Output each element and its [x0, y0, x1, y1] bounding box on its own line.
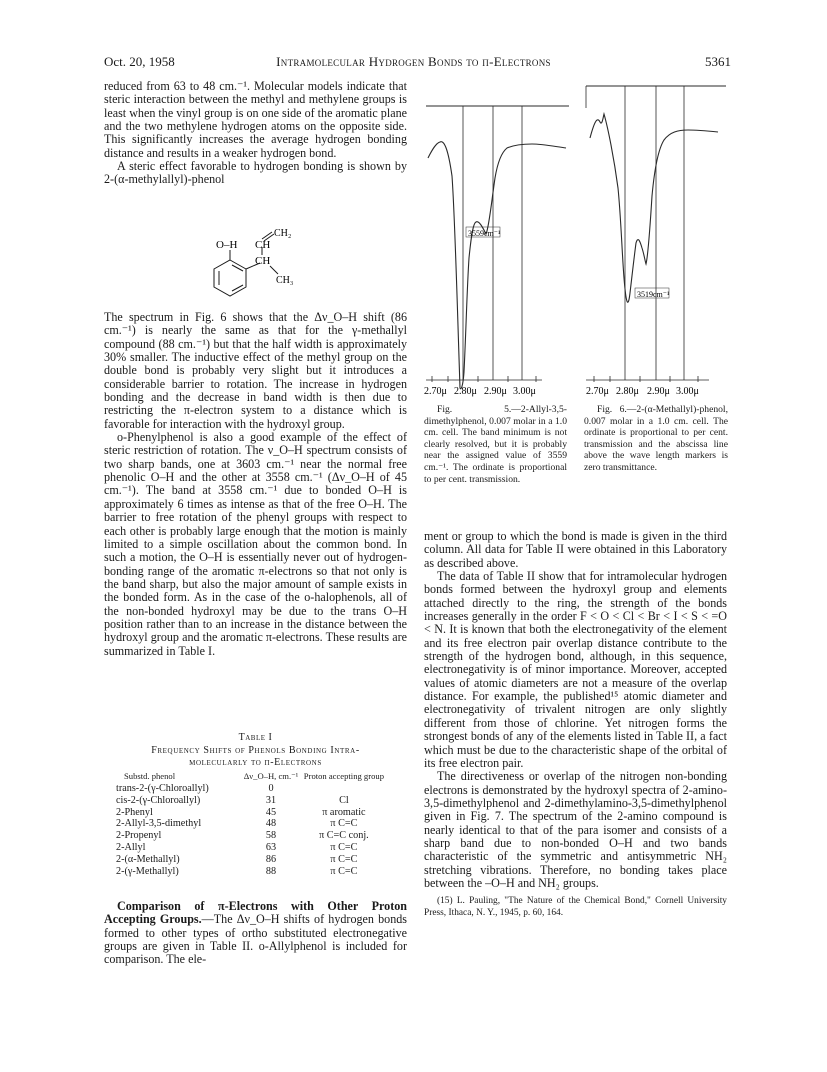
tick-label: 2.90μ: [647, 386, 670, 397]
oh-label: O–H: [216, 239, 238, 251]
tick-label: 2.80μ: [616, 386, 639, 397]
tick-label: 2.90μ: [484, 386, 507, 397]
paragraph: —The Δν_O–H shifts of hydrogen bonds formed to other types of ortho substituted electronegative groups are given in Table II. o-Allylphenol is included for comparison. The ele-: [104, 912, 407, 967]
table-row: [116, 807, 386, 819]
table-row: [116, 830, 386, 842]
table-row: [116, 866, 386, 878]
phenol-cell: 2-(α-Methallyl): [116, 853, 180, 865]
paragraph: The directiveness or overlap of the nitrogen non-bonding electrons is demonstrated by the hydroxyl spectra of 2-amino-3,5-dimethylphenol and 2-dimethylamino-3,5-dimethylphenol given in Fig. 7. The spectrum of the 2-amino compound is nearly identical to that of the para isomer and consists of a sharp band due to non-bonded O–H and two bands characteristic of the symmetric and antisymmetric NH₂ stretching vibrations. Therefore, no bonding takes place between the –O–H and NH₂ groups.: [424, 769, 727, 890]
table-row: [116, 795, 386, 807]
tick-label: 2.70μ: [586, 386, 609, 397]
paragraph: reduced from 63 to 48 cm.⁻¹. Molecular models indicate that steric interaction between the methyl and methylene groups is least when the vinyl group is on one side of the aromatic plane and the two methylene hydrogen atoms on the opposite side. This significantly increases the average hydrogen bonding distance and results in a weaker hydrogen bond.: [104, 79, 407, 160]
left-column-middle: [104, 311, 407, 658]
tick-label: 2.70μ: [424, 386, 447, 397]
phenol-cell: cis-2-(γ-Chloroallyl): [116, 794, 201, 806]
shift-cell: 88: [265, 865, 277, 877]
shift-cell: 58: [265, 830, 277, 842]
chemical-structure: [200, 226, 330, 306]
phenol-cell: 2-Allyl: [116, 841, 146, 853]
shift-cell: 86: [265, 853, 277, 865]
band-annotation: 3559cm⁻¹: [468, 229, 501, 238]
ch3-label: CH₃: [276, 275, 294, 286]
ch2-label: CH₂: [274, 228, 292, 239]
table-subtitle: molecularly to π-Electrons: [189, 757, 322, 768]
table-1: [104, 732, 407, 877]
figure-6-spectrum: [584, 78, 734, 400]
column-header: Proton accepting group: [303, 771, 384, 781]
figure-6-caption: Fig. 6.—2-(α-Methallyl)-phenol, 0.007 molar in a 1.0 cm. cell. The ordinate is proportional to per cent. transmission and the abscissa line above the wave length markers is zero transmittance.: [584, 404, 728, 473]
group-cell: Cl: [339, 794, 349, 806]
table-body: [116, 771, 386, 877]
ch-top-label: CH: [255, 239, 271, 251]
paragraph: A steric effect favorable to hydrogen bonding is shown by 2-(α-methylallyl)-phenol: [104, 159, 407, 187]
shift-cell: 45: [265, 806, 277, 818]
phenol-cell: trans-2-(γ-Chloroallyl): [116, 783, 209, 794]
tick-label: 3.00μ: [513, 386, 536, 397]
group-cell: π C=C: [330, 841, 358, 853]
table-title: Table I: [238, 732, 273, 743]
shift-cell: 31: [265, 794, 277, 806]
table-subtitle: Frequency Shifts of Phenols Bonding Intra-: [151, 745, 360, 756]
header-date: Oct. 20, 1958: [104, 54, 175, 69]
group-cell: π C=C: [330, 818, 358, 830]
header-title: Intramolecular Hydrogen Bonds to π-Electrons: [276, 54, 551, 69]
paragraph: o-Phenylphenol is also a good example of the effect of steric restriction of rotation. The ν_O–H spectrum consists of two sharp bands, one at 3603 cm.⁻¹ near the normal free phenolic O–H and the other at 3558 cm.⁻¹ (Δν_O–H of 45 cm.⁻¹). The band at 3558 cm.⁻¹ due to bonded O–H is approximately 6 times as intense as that of the free O–H. The barrier to free rotation of the phenyl groups with respect to each other is probably large enough that the motion is mainly limited to a simple oscillation about the common bond. In such a motion, the O–H is essentially never out of hydrogen-bonding range of the aromatic π-electrons so that not only is the band sharp, but also the major amount of sample exists in the bonded form. As in the case of the o-halophenols, all of the non-bonded hydroxyl may be due to the trans O–H position rather than to an increase in the distance between the hydroxyl group and the aromatic π-electrons. These results are summarized in Table I.: [104, 430, 407, 658]
shift-cell: 0: [268, 783, 274, 794]
paragraph: The spectrum in Fig. 6 shows that the Δν_O–H shift (86 cm.⁻¹) is nearly the same as that for the γ-methallyl compound (88 cm.⁻¹) but that the half width is approximately 30% smaller. The inductive effect of the methyl group on the double bond is probably very slight but it introduces a considerable barrier to rotation. The increase in hydrogen bonding and the decrease in band width is then due to restricting the π-electron system to a distance which is favorable for interaction with the hydroxyl group.: [104, 310, 407, 431]
paragraph: ment or group to which the bond is made is given in the third column. All data for Table II were obtained in this Laboratory as described above.: [424, 529, 727, 570]
figure-5-spectrum: [424, 88, 574, 400]
phenol-cell: 2-Phenyl: [116, 806, 153, 818]
right-column: [424, 530, 727, 919]
table-row: [116, 818, 386, 830]
shift-cell: 48: [265, 818, 277, 830]
column-header: Δν_O–H, cm.⁻¹: [243, 771, 299, 781]
table-row: [116, 783, 386, 795]
footnote: (15) L. Pauling, "The Nature of the Chemical Bond," Cornell University Press, Ithaca, N. Y., 1945, p. 60, 164.: [424, 896, 727, 918]
group-cell: π C=C: [330, 853, 358, 865]
group-cell: π C=C conj.: [319, 830, 369, 842]
column-header: Substd. phenol: [124, 771, 176, 781]
section-heading: Comparison of π-Electrons with Other Proton Accepting Groups.: [104, 899, 407, 927]
figure-5-caption: Fig. 5.—2-Allyl-3,5-dimethylphenol, 0.007 molar in a 1.0 cm. cell. The band minimum is not clearly resolved, but it is probably near the assigned value of 3559 cm.⁻¹. The ordinate is proportional to per cent. transmission.: [424, 404, 567, 485]
phenol-cell: 2-Propenyl: [116, 830, 162, 842]
table-row: [116, 842, 386, 854]
band-annotation: 3519cm⁻¹: [637, 290, 670, 299]
group-cell: [302, 783, 386, 795]
group-cell: π aromatic: [322, 806, 366, 818]
spectrum-curve: [590, 114, 718, 302]
header-page-number: 5361: [705, 54, 731, 69]
tick-label: 2.80μ: [454, 386, 477, 397]
left-column-bottom: [104, 900, 407, 967]
tick-label: 3.00μ: [676, 386, 699, 397]
group-cell: π C=C: [330, 865, 358, 877]
left-column-top: [104, 80, 407, 187]
spectrum-curve: [428, 142, 566, 389]
phenol-cell: 2-Allyl-3,5-dimethyl: [116, 818, 202, 830]
shift-cell: 63: [265, 841, 277, 853]
phenol-cell: 2-(γ-Methallyl): [116, 865, 179, 877]
paragraph: The data of Table II show that for intramolecular hydrogen bonds formed between the hydroxyl group and elements attached directly to the ring, the strength of the bonds increases generally in the order F < O < Cl < Br < I < S < =O < N. It is known that both the electronegativity of the element and its free electron pair overlap distance contribute to the strength of the hydrogen bond, although, in this sequence, electronegativity is of minor importance. Moreover, accepted values of atomic diameters are not a measure of the overlap distance. For example, the published¹⁵ atomic diameter and electronegativity of trivalent nitrogen are only slightly different from those of chlorine. Yet nitrogen forms the strongest bonds of any of the elements listed in Table II, a fact which must be due to the characteristic shape of the orbital of its free electron pair.: [424, 569, 727, 770]
ch-mid-label: CH: [255, 255, 271, 267]
table-row: [116, 854, 386, 866]
